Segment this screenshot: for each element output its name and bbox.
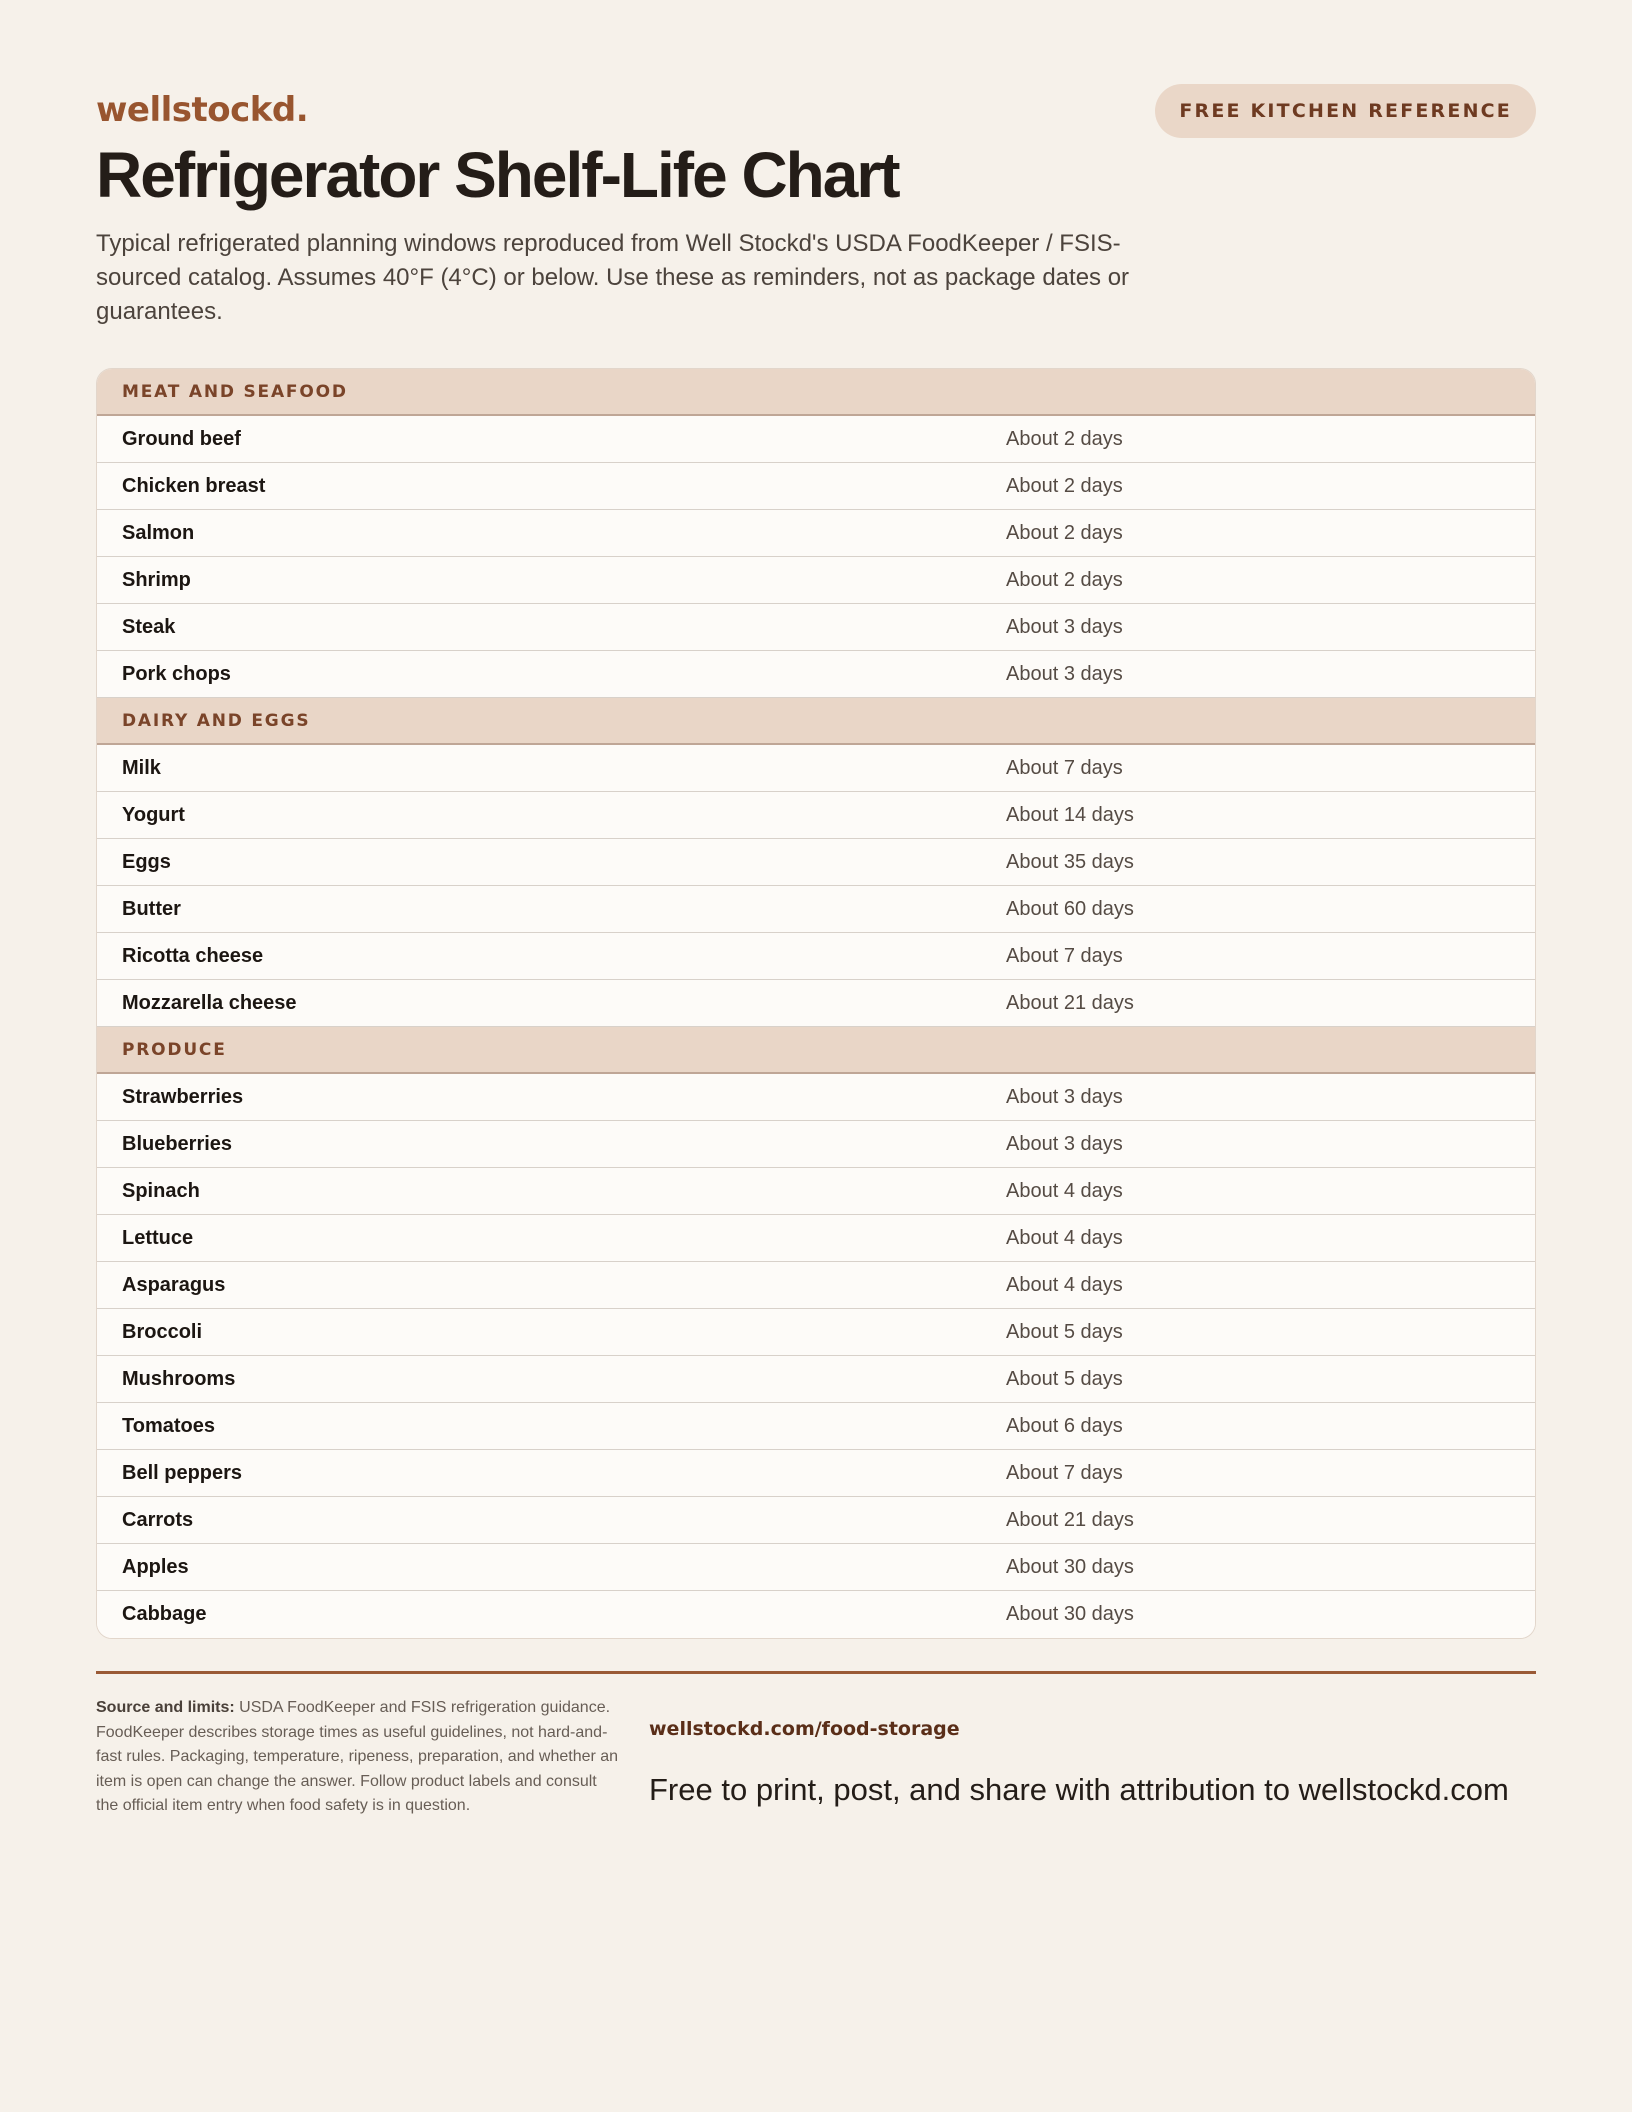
food-name: Cabbage bbox=[122, 1603, 207, 1625]
food-name: Butter bbox=[122, 897, 181, 920]
page-title: Refrigerator Shelf-Life Chart bbox=[96, 139, 899, 211]
table-row bbox=[97, 1450, 1535, 1497]
shelf-life-value: About 2 days bbox=[1006, 427, 1123, 450]
shelf-life-value: About 2 days bbox=[1006, 474, 1123, 497]
source-text: USDA FoodKeeper and FSIS refrigeration guidance. FoodKeeper describes storage times as useful guidelines, not hard-and-fast rules. Packaging, temperature, ripeness, preparation, and whether an item is open can change the answer. Follow product labels and consult the official item entry when food safety is in question. bbox=[96, 1699, 619, 1814]
brand-logo: wellstockd. bbox=[96, 90, 309, 130]
shelf-life-value: About 21 days bbox=[1006, 1508, 1134, 1531]
shelf-life-value: About 21 days bbox=[1006, 991, 1134, 1014]
table-row bbox=[97, 1309, 1535, 1356]
food-name: Apples bbox=[122, 1555, 189, 1578]
shelf-life-value: About 7 days bbox=[1006, 1461, 1123, 1484]
table-row bbox=[97, 839, 1535, 886]
food-name: Lettuce bbox=[122, 1226, 194, 1249]
food-name: Strawberries bbox=[122, 1085, 244, 1108]
table-row bbox=[97, 745, 1535, 792]
shelf-life-value: About 5 days bbox=[1006, 1367, 1123, 1390]
table-row bbox=[97, 1074, 1535, 1121]
food-name: Pork chops bbox=[122, 662, 231, 685]
table-row bbox=[97, 886, 1535, 933]
shelf-life-value: About 30 days bbox=[1006, 1603, 1134, 1625]
shelf-life-value: About 2 days bbox=[1006, 521, 1123, 544]
shelf-life-value: About 6 days bbox=[1006, 1414, 1123, 1437]
source-label: Source and limits: bbox=[96, 1699, 235, 1716]
table-row bbox=[97, 1262, 1535, 1309]
shelf-life-value: About 60 days bbox=[1006, 897, 1134, 920]
table-row bbox=[97, 1403, 1535, 1450]
table-row bbox=[97, 557, 1535, 604]
food-name: Shrimp bbox=[122, 568, 191, 591]
source-note bbox=[96, 1696, 620, 1819]
shelf-life-table bbox=[96, 368, 1536, 1639]
food-name: Eggs bbox=[122, 850, 171, 873]
shelf-life-value: About 2 days bbox=[1006, 568, 1123, 591]
category-header: MEAT AND SEAFOOD bbox=[97, 369, 1535, 416]
shelf-life-value: About 14 days bbox=[1006, 803, 1134, 826]
food-name: Steak bbox=[122, 615, 176, 638]
food-name: Bell peppers bbox=[122, 1461, 243, 1484]
table-row bbox=[97, 1497, 1535, 1544]
table-row bbox=[97, 1121, 1535, 1168]
table-row bbox=[97, 416, 1535, 463]
table-row bbox=[97, 651, 1535, 698]
category-header: DAIRY AND EGGS bbox=[97, 698, 1535, 745]
table-row bbox=[97, 1168, 1535, 1215]
shelf-life-value: About 3 days bbox=[1006, 662, 1123, 685]
table-row bbox=[97, 933, 1535, 980]
food-name: Tomatoes bbox=[122, 1414, 215, 1437]
food-name: Yogurt bbox=[122, 803, 185, 826]
table-row bbox=[97, 1591, 1535, 1638]
table-row bbox=[97, 604, 1535, 651]
shelf-life-value: About 35 days bbox=[1006, 850, 1134, 873]
table-row bbox=[97, 1215, 1535, 1262]
shelf-life-value: About 4 days bbox=[1006, 1179, 1123, 1202]
shelf-life-value: About 3 days bbox=[1006, 1132, 1123, 1155]
table-row bbox=[97, 1356, 1535, 1403]
footer-divider bbox=[96, 1671, 1536, 1674]
food-name: Asparagus bbox=[122, 1273, 226, 1296]
shelf-life-value: About 3 days bbox=[1006, 615, 1123, 638]
table-row bbox=[97, 792, 1535, 839]
reference-badge: FREE KITCHEN REFERENCE bbox=[1155, 84, 1536, 138]
table-row bbox=[97, 1544, 1535, 1591]
shelf-life-value: About 4 days bbox=[1006, 1273, 1123, 1296]
food-name: Mushrooms bbox=[122, 1367, 236, 1390]
shelf-life-value: About 30 days bbox=[1006, 1555, 1134, 1578]
food-name: Ground beef bbox=[122, 427, 241, 450]
shelf-life-value: About 5 days bbox=[1006, 1320, 1123, 1343]
table-row bbox=[97, 980, 1535, 1027]
shelf-life-value: About 7 days bbox=[1006, 756, 1123, 779]
food-name: Ricotta cheese bbox=[122, 944, 264, 967]
category-header: PRODUCE bbox=[97, 1027, 1535, 1074]
shelf-life-value: About 4 days bbox=[1006, 1226, 1123, 1249]
food-name: Broccoli bbox=[122, 1320, 203, 1343]
share-note: Free to print, post, and share with attribution to wellstockd.com bbox=[649, 1772, 1509, 1807]
food-name: Salmon bbox=[122, 521, 195, 544]
page-subtitle: Typical refrigerated planning windows reproduced from Well Stockd's USDA FoodKeeper / FSIS-sourced catalog. Assumes 40°F (4°C) or below. Use these as reminders, not as package dates or guarantees. bbox=[96, 230, 1130, 325]
food-name: Chicken breast bbox=[122, 474, 266, 497]
food-name: Blueberries bbox=[122, 1132, 233, 1155]
table-row bbox=[97, 463, 1535, 510]
food-name: Spinach bbox=[122, 1179, 200, 1202]
shelf-life-value: About 3 days bbox=[1006, 1085, 1123, 1108]
food-name: Milk bbox=[122, 756, 161, 779]
shelf-life-value: About 7 days bbox=[1006, 944, 1123, 967]
table-row bbox=[97, 510, 1535, 557]
site-link[interactable]: wellstockd.com/food-storage bbox=[649, 1718, 960, 1740]
food-name: Mozzarella cheese bbox=[122, 991, 297, 1014]
food-name: Carrots bbox=[122, 1508, 194, 1531]
